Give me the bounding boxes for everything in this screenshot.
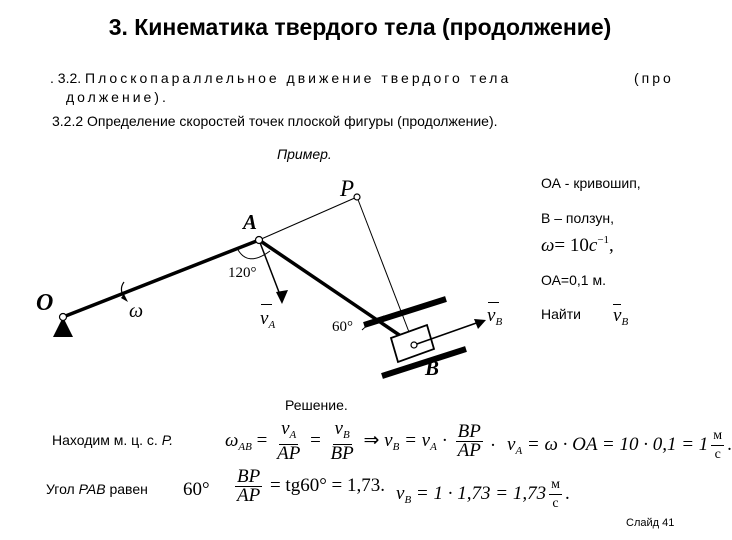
solution-label: Решение. [285,397,348,413]
f3-den: AP [457,440,481,461]
eq1-lhs: ω [225,429,239,451]
eq3-sub: A [515,444,523,457]
section-title-spaced: Плоскопараллельное движение твердого тела [85,70,512,86]
label-vb-sub: B [495,316,503,328]
line2-v-sub: B [404,493,412,506]
eq3-unit-num: м [711,427,724,446]
line1-label-text: Находим м. ц. с. [52,432,158,448]
eq3-v: v [507,433,516,455]
given-b: В – ползун, [541,210,615,226]
angle-60-value [183,479,210,501]
omega-exponent: −1 [597,234,610,246]
fraction-bp-ap [456,423,483,460]
label-va [260,308,275,331]
joint-a [256,237,263,244]
line2-label-text: Угол [46,481,75,497]
label-angle-60: 60° [332,319,353,335]
line2-end: . [564,482,570,504]
solution-equation-1 [225,420,495,463]
eq3-unit-den: с [714,447,721,462]
f1-num: v [281,418,290,439]
line2-unit [549,476,562,513]
line2-f-den: AP [237,485,261,506]
joint-b [411,342,417,348]
velocity-va-arrowhead [276,290,288,304]
solution-equation-va [507,427,732,464]
example-label: Пример. [277,146,332,162]
f2-num: v [334,418,343,439]
label-va-main: v [260,308,269,329]
line2-unit-den: с [552,496,559,511]
given-find: Найти [541,306,581,322]
eq2-mid: = v [404,429,431,451]
section-suffix: (про [634,70,674,86]
fraction-vb-bp [329,420,356,463]
line2-eq-mid: = tg60° = 1,73. [269,474,386,496]
label-p: P [340,176,355,201]
label-va-sub: A [268,319,276,331]
f3-num: BP [457,421,481,442]
solution-line2-label [46,481,148,497]
omega-tail: , [609,235,614,256]
f2-den: BP [330,443,354,464]
solution-equation-vb [396,476,570,513]
line2-unit-num: м [549,476,562,495]
eq2-mid-sub: A [430,440,437,453]
given-length: ОА=0,1 м. [541,272,606,288]
line2-angle: 60° [183,479,210,500]
eq1-equals-2: = [310,429,321,451]
label-vb-main: v [487,305,496,326]
va-overbar [261,304,272,305]
omega-unit: с [588,235,598,256]
eq2-lhs: v [384,429,393,451]
find-vb-main: v [613,305,622,326]
velocity-vb-arrowhead [474,319,486,329]
point-p [354,194,360,200]
omega-value: = 10 [554,235,589,256]
label-a: A [243,210,258,234]
line2-rest: = 1 · 1,73 = 1,73 [415,482,547,504]
line-ap [259,197,357,240]
line2-label-pab: PAB [78,481,106,497]
eq3-unit [711,427,724,464]
f1-den: AP [277,443,301,464]
line2-label-tail: равен [109,481,148,497]
subsection-heading: 3.2.2 Определение скоростей точек плоской фигуры (продолжение). [52,113,498,129]
eq2-dot: · [441,429,448,451]
f1-num-sub: A [289,429,297,441]
eq3-rest: = ω · OA = 10 · 0,1 = 1 [526,433,709,455]
fraction-va-ap [275,420,302,463]
eq1-lhs-sub: AB [238,440,252,453]
omega-symbol: ω [541,235,555,256]
fraction-bp-ap-2 [235,468,262,505]
slide-title: 3. Кинематика твердого тела (продолжение) [108,14,612,40]
label-o: O [36,290,54,316]
label-omega: ω [129,300,144,322]
joint-o [60,314,67,321]
implies-arrow: ⇒ [363,429,380,451]
f2-num-sub: B [342,429,350,441]
label-b: B [425,356,440,380]
line2-f-num: BP [237,466,261,487]
line1-label-p: P. [161,432,174,448]
eq1-equals: = [256,429,268,451]
eq3-end: . [727,433,732,455]
solution-equation-2 [232,468,385,505]
given-oa: ОА - кривошип, [541,175,641,191]
eq2-end: . [490,429,496,451]
section-prefix: . 3.2. [50,70,82,86]
solution-line1-label [52,432,173,448]
section-heading-line2: должение). [66,89,169,105]
slide-number: Слайд 41 [626,517,675,529]
label-angle-120: 120° [228,265,257,281]
find-vb-sub: B [621,316,629,328]
line2-v: v [396,482,405,504]
vb-overbar [488,302,499,303]
label-vb [487,305,502,328]
eq2-lhs-sub: B [392,440,400,453]
